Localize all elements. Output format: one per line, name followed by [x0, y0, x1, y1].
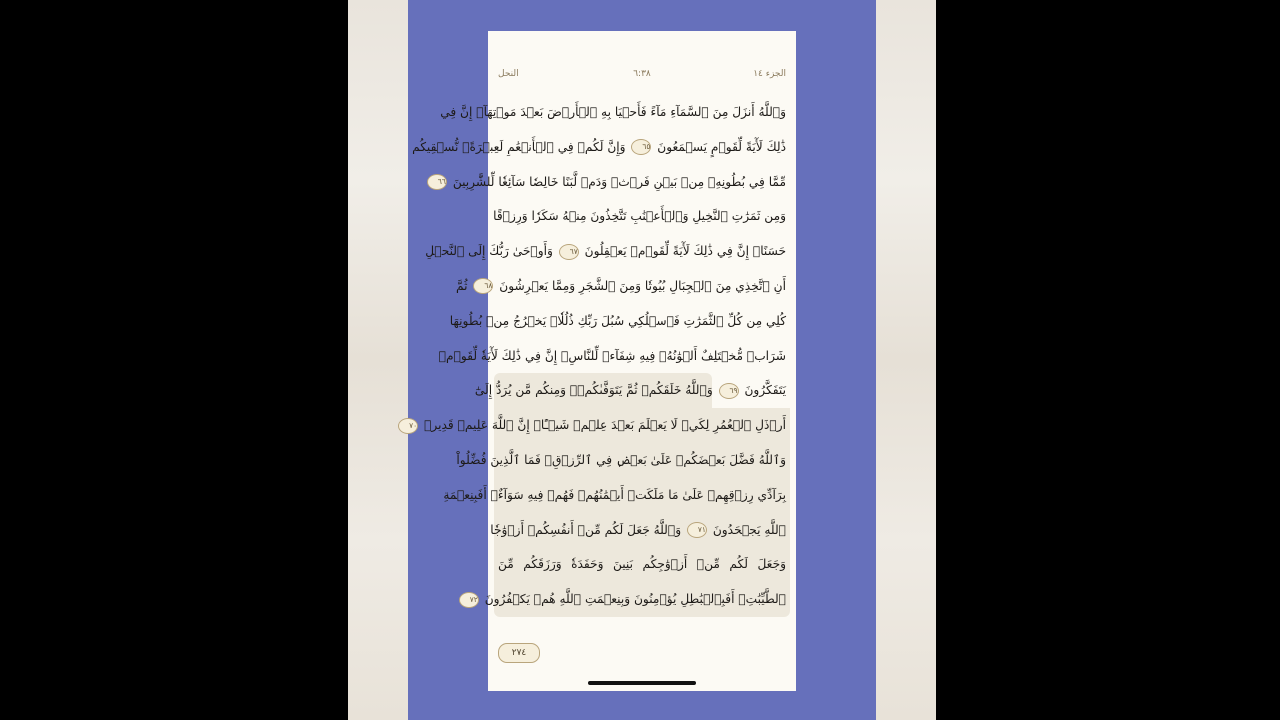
- ayah-number-marker[interactable]: ٧٢: [459, 592, 479, 608]
- status-time: ٦:٣٨: [633, 69, 651, 79]
- line-text: كُلِي مِن كُلِّ ٱلثَّمَرَٰتِ فَٱسۡلُكِي سُبُلَ رَبِّكِ ذُلُلٗاۚ يَخۡرُجُ مِنۢ بُطُونِهَا: [449, 313, 786, 328]
- juz-label: الجزء ١٤: [753, 69, 786, 79]
- line-text: بِرَآدِّي رِزۡقِهِمۡ عَلَىٰ مَا مَلَكَتۡ أَيۡمَٰنُهُمۡ فَهُمۡ فِيهِ سَوَآءٌۚ أَفَبِنِعۡمَةِ: [443, 487, 786, 502]
- line-text-continued: وَٱللَّهُ جَعَلَ لَكُم مِّنۡ أَنفُسِكُمۡ أَزۡوَٰجٗا: [490, 522, 682, 537]
- line-text: شَرَابٞ مُّخۡتَلِفٌ أَلۡوَٰنُهُۥ فِيهِ شِفَآءٞ لِّلنَّاسِۚ إِنَّ فِي ذَٰلِكَ لَأٓيَةٗ لِّقَوۡمٖ: [438, 348, 786, 363]
- mushaf-line[interactable]: [440, 95, 790, 130]
- line-text: أَرۡذَلِ ٱلۡعُمُرِ لِكَيۡ لَا يَعۡلَمَ بَعۡدَ عِلۡمٖ شَيۡـًٔاۚ إِنَّ ٱللَّهَ عَلِيمٞ قَدِيرٞ: [424, 418, 786, 433]
- background-blur-right: [876, 0, 936, 720]
- ayah-number-marker[interactable]: ٦٧: [559, 244, 579, 260]
- mushaf-line[interactable]: [456, 269, 790, 304]
- mushaf-line[interactable]: [469, 582, 790, 617]
- line-text: ٱلطَّيِّبَٰتِۚ أَفَبِٱلۡبَٰطِلِ يُؤۡمِنُونَ وَبِنِعۡمَتِ ٱللَّهِ هُمۡ يَكۡفُرُونَ: [484, 592, 786, 607]
- ayah-text: [425, 244, 786, 258]
- mushaf-line[interactable]: [494, 547, 790, 582]
- mushaf-line[interactable]: [490, 513, 790, 548]
- line-text: وَمِن ثَمَرَٰتِ ٱلنَّخِيلِ وَٱلۡأَعۡنَٰبِ تَتَّخِذُونَ مِنۡهُ سَكَرٗا وَرِزۡقًا: [493, 209, 786, 224]
- ayah-text: [443, 488, 786, 502]
- mushaf-line[interactable]: [412, 130, 790, 165]
- ayah-number-marker[interactable]: ٦٥: [631, 139, 651, 155]
- line-text: وَٱللَّهُ فَضَّلَ بَعۡضَكُمۡ عَلَىٰ بَعۡضٖ فِي ٱلرِّزۡقِۚ فَمَا ٱلَّذِينَ فُضِّلُواْ: [456, 452, 786, 467]
- ayah-text: [412, 140, 786, 154]
- mushaf-line[interactable]: [474, 373, 790, 408]
- line-text-continued: ثُمَّ: [456, 278, 468, 293]
- mushaf-text[interactable]: [409, 95, 790, 617]
- line-text: ذَٰلِكَ لَأٓيَةً لِّقَوۡمٍ يَسۡمَعُونَ: [657, 139, 786, 154]
- mushaf-line[interactable]: [438, 339, 790, 374]
- ayah-text: [450, 314, 786, 328]
- ayah-text: [440, 105, 786, 119]
- ayah-text: [457, 592, 786, 606]
- home-indicator[interactable]: [588, 681, 696, 685]
- line-text-continued: وَٱللَّهُ خَلَقَكُمۡ ثُمَّ يَتَوَفَّىٰكُمۡۚ وَمِنكُم مَّن يُرَدُّ إِلَىٰٓ: [474, 383, 713, 398]
- quran-page-screen: [409, 31, 796, 691]
- ayah-text: [498, 557, 786, 571]
- surah-name: النحل: [498, 69, 519, 79]
- page-header: [488, 69, 796, 83]
- line-text: حَسَنًاۚ إِنَّ فِي ذَٰلِكَ لَأٓيَةً لِّقَوۡمٖ يَعۡقِلُونَ: [584, 244, 786, 259]
- ayah-text: [490, 523, 786, 537]
- ayah-text: [439, 349, 786, 363]
- line-text: ٱللَّهِ يَجۡحَدُونَ: [712, 522, 786, 537]
- ayah-number-marker[interactable]: ٦٩: [719, 383, 739, 399]
- line-text: يَتَفَكَّرُونَ: [744, 383, 786, 398]
- line-text: أَنِ ٱتَّخِذِي مِنَ ٱلۡجِبَالِ بُيُوتٗا وَمِنَ ٱلشَّجَرِ وَمِمَّا يَعۡرِشُونَ: [499, 278, 786, 293]
- mushaf-line[interactable]: [437, 165, 790, 200]
- mushaf-line[interactable]: [443, 478, 790, 513]
- line-text-continued: وَأَوۡحَىٰ رَبُّكَ إِلَى ٱلنَّحۡلِ: [425, 244, 553, 259]
- ayah-number-marker[interactable]: ٦٦: [427, 174, 447, 190]
- mushaf-line[interactable]: [449, 304, 790, 339]
- mushaf-line[interactable]: [425, 234, 790, 269]
- mushaf-line[interactable]: [456, 443, 790, 478]
- ayah-text: [456, 279, 786, 293]
- ayah-text: [396, 418, 786, 432]
- line-text: وَٱللَّهُ أَنزَلَ مِنَ ٱلسَّمَآءِ مَآءً فَأَحۡيَا بِهِ ٱلۡأَرۡضَ بَعۡدَ مَوۡتِهَآۚ إِنَّ فِي: [440, 105, 786, 119]
- ayah-number-marker[interactable]: ٦٨: [473, 278, 493, 294]
- line-text-continued: وَإِنَّ لَكُمۡ فِي ٱلۡأَنۡعَٰمِ لَعِبۡرَةًۖ نُّسۡقِيكُم: [412, 139, 626, 154]
- line-text: وَجَعَلَ لَكُم مِّنۡ أَزۡوَٰجِكُم بَنِينَ وَحَفَدَةٗ وَرَزَقَكُم مِّنَ: [498, 557, 786, 572]
- ayah-number-marker[interactable]: ٧١: [687, 522, 707, 538]
- ayah-text: [475, 383, 786, 397]
- ayah-text: [456, 453, 786, 467]
- ayah-text: [425, 175, 786, 189]
- page-number-badge: ٢٧٤: [498, 643, 540, 663]
- line-text: مِّمَّا فِي بُطُونِهِۦ مِنۢ بَيۡنِ فَرۡثٖ وَدَمٖ لَّبَنًا خَالِصٗا سَآئِغٗا لِّلشَّٰرِبِينَ: [452, 174, 786, 189]
- background-blur-left: [348, 0, 408, 720]
- mushaf-line[interactable]: [494, 199, 790, 234]
- ayah-number-marker[interactable]: ٧٠: [398, 418, 418, 434]
- ayah-text: [493, 209, 786, 223]
- mushaf-line[interactable]: [409, 408, 790, 443]
